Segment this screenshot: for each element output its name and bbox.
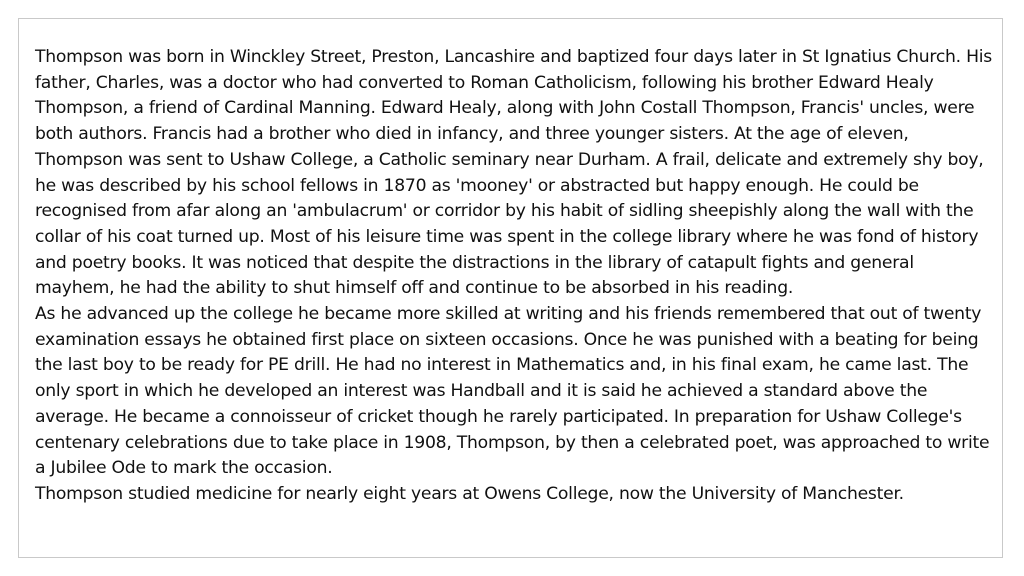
paragraph-early-life: Thompson was born in Winckley Street, Preston, Lancashire and baptized four days later in St Ignatius Church. His father, Charles, was a doctor who had converted to Roman Catholicism, following his brother Edward Healy Thompson, a friend of Cardinal Manning. Edward Healy, along with John Costall Thompson, Francis' uncles, were both authors. Francis had a brother who died in infancy, and three younger sisters. At the age of eleven, Thompson was sent to Ushaw College, a Catholic seminary near Durham. A frail, delicate and extremely shy boy, he was described by his school fellows in 1870 as 'mooney' or abstracted but happy enough. He could be recognised from afar along an 'ambulacrum' or corridor by his habit of sidling sheepishly along the wall with the collar of his coat turned up. Most of his leisure time was spent in the college library where he was fond of history and poetry books. It was noticed that despite the distractions in the library of catapult fights and general mayhem, he had the ability to shut himself off and continue to be absorbed in his reading. — [35, 47, 993, 299]
document-body — [35, 45, 993, 508]
paragraph-college: As he advanced up the college he became more skilled at writing and his friends remembered that out of twenty examination essays he obtained first place on sixteen occasions. Once he was punished with a beating for being the last boy to be ready for PE drill. He had no interest in Mathematics and, in his final exam, he came last. The only sport in which he developed an interest was Handball and it is said he achieved a standard above the average. He became a connoisseur of cricket though he rarely participated. In preparation for Ushaw College's centenary celebrations due to take place in 1908, Thompson, by then a celebrated poet, was approached to write a Jubilee Ode to mark the occasion. — [35, 304, 990, 479]
paragraph-medicine: Thompson studied medicine for nearly eight years at Owens College, now the University of Manchester. — [35, 483, 904, 504]
document-page — [18, 18, 1003, 558]
